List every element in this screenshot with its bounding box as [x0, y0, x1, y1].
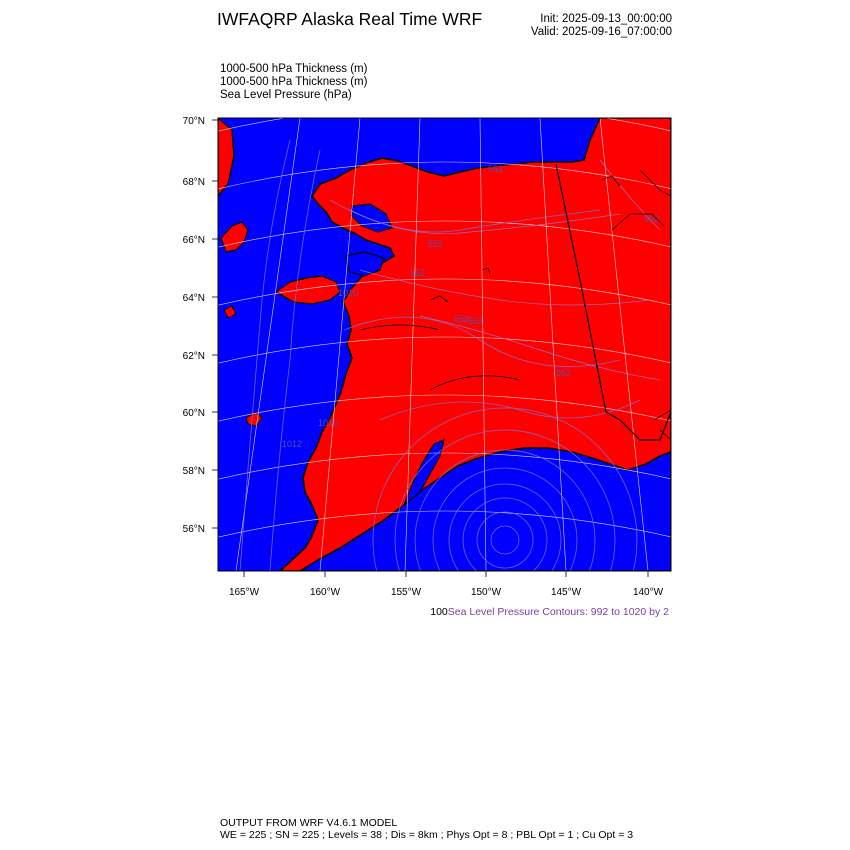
- footer-line-2: WE = 225 ; SN = 225 ; Levels = 38 ; Dis = 8km ; Phys Opt = 8 ; PBL Opt = 1 ; Cu Opt = 3: [220, 829, 634, 841]
- valid-time: Valid: 2025-09-16_07:00:00: [530, 26, 672, 38]
- field-thickness-1: 1000-500 hPa Thickness (m): [220, 63, 368, 75]
- thickness-label: 552: [454, 314, 470, 324]
- lat-tick-70: 70°N: [182, 116, 205, 127]
- pressure-label: 1010: [318, 418, 339, 428]
- field-thickness-2: 1000-500 hPa Thickness (m): [220, 76, 368, 88]
- lat-tick-62: 62°N: [182, 351, 205, 362]
- lat-tick-56: 56°N: [182, 524, 205, 535]
- lon-tick-160: 160°W: [309, 587, 341, 598]
- plot-title: IWFAQRP Alaska Real Time WRF: [217, 9, 483, 29]
- thickness-label: 552: [556, 368, 572, 378]
- thickness-label: 552: [410, 268, 426, 278]
- lon-tick-140: 140°W: [632, 587, 664, 598]
- lat-tick-58: 58°N: [182, 466, 205, 477]
- lon-tick-145: 145°W: [550, 587, 582, 598]
- init-time: Init: 2025-09-13_00:00:00: [540, 13, 672, 25]
- model-footer: [220, 817, 633, 841]
- lon-tick-150: 150°W: [470, 587, 502, 598]
- lat-tick-64: 64°N: [182, 293, 205, 304]
- field-slp: Sea Level Pressure (hPa): [220, 89, 352, 101]
- lon-tick-165: 165°W: [228, 587, 260, 598]
- pressure-label: 1010: [338, 288, 359, 298]
- thickness-label: 552: [428, 239, 444, 249]
- contour-note-lead: 100: [430, 606, 448, 618]
- lat-tick-68: 68°N: [182, 177, 205, 188]
- thickness-label: 552: [488, 164, 504, 174]
- lat-tick-66: 66°N: [182, 235, 205, 246]
- thickness-label: 552: [644, 214, 660, 224]
- footer-line-1: OUTPUT FROM WRF V4.6.1 MODEL: [220, 817, 398, 829]
- pressure-label: 1012: [282, 439, 303, 449]
- contour-note-text: Sea Level Pressure Contours: 992 to 1020 by 2: [447, 606, 669, 618]
- lon-tick-155: 155°W: [390, 587, 422, 598]
- thickness-label: 552: [468, 316, 484, 326]
- contour-note: [430, 606, 669, 618]
- lat-tick-60: 60°N: [182, 408, 205, 419]
